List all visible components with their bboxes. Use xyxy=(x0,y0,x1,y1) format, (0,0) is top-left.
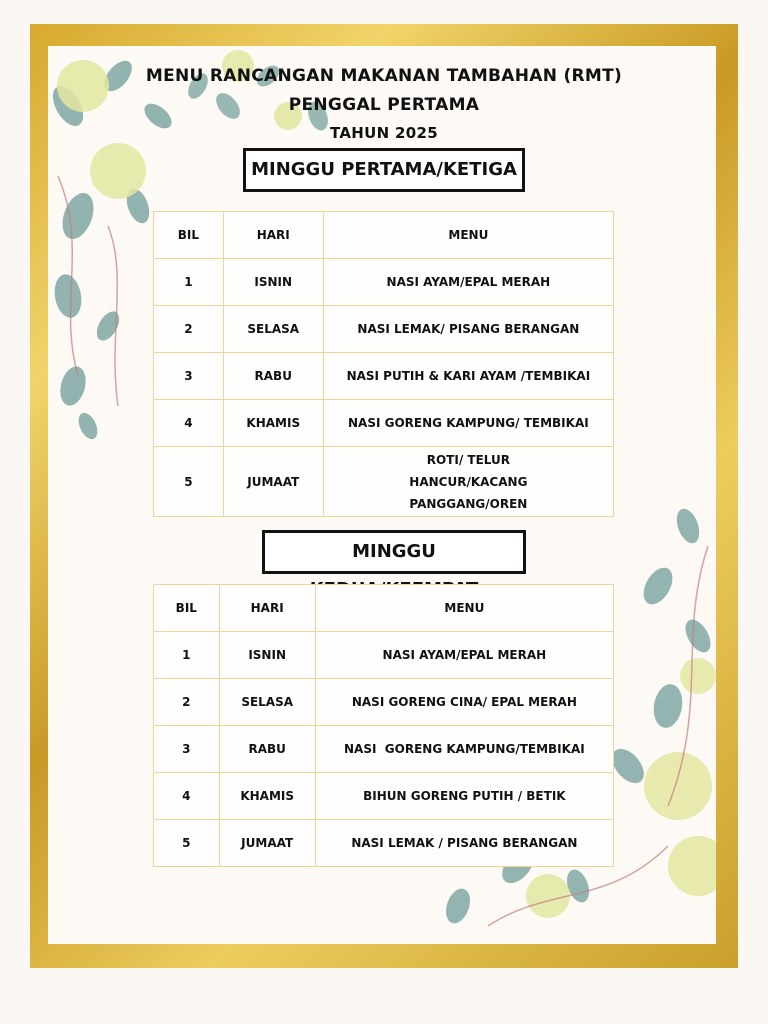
cell-menu: BIHUN GORENG PUTIH / BETIK xyxy=(315,773,613,820)
cell-menu: NASI AYAM/EPAL MERAH xyxy=(323,259,613,306)
cell-hari: RABU xyxy=(219,726,315,773)
cell-bil: 2 xyxy=(154,306,224,353)
table-header-row xyxy=(154,212,614,259)
table-row xyxy=(154,400,614,447)
cell-menu: NASI LEMAK / PISANG BERANGAN xyxy=(315,820,613,867)
table-row xyxy=(154,773,614,820)
cell-bil: 3 xyxy=(154,353,224,400)
cell-menu: NASI GORENG KAMPUNG/ TEMBIKAI xyxy=(323,400,613,447)
cell-bil: 1 xyxy=(154,632,220,679)
cell-bil: 1 xyxy=(154,259,224,306)
table-row xyxy=(154,679,614,726)
cell-hari: RABU xyxy=(223,353,323,400)
cell-bil: 4 xyxy=(154,773,220,820)
cell-menu: NASI LEMAK/ PISANG BERANGAN xyxy=(323,306,613,353)
week1-menu-table xyxy=(153,211,614,517)
week2-title xyxy=(262,530,526,574)
cell-hari: JUMAAT xyxy=(219,820,315,867)
cell-bil: 4 xyxy=(154,400,224,447)
header-title-line1: MENU RANCANGAN MAKANAN TAMBAHAN (RMT) xyxy=(145,66,623,86)
cell-hari: JUMAAT xyxy=(223,447,323,517)
week1-title-label: MINGGU PERTAMA/KETIGA xyxy=(251,159,517,180)
cell-menu: NASI GORENG CINA/ EPAL MERAH xyxy=(315,679,613,726)
cell-menu: NASI PUTIH & KARI AYAM /TEMBIKAI xyxy=(323,353,613,400)
week1-title xyxy=(243,148,525,192)
table-row xyxy=(154,259,614,306)
cell-hari: SELASA xyxy=(219,679,315,726)
cell-hari: KHAMIS xyxy=(219,773,315,820)
col-bil: BIL xyxy=(154,212,224,259)
cell-hari: ISNIN xyxy=(219,632,315,679)
cell-menu: ROTI/ TELUR HANCUR/KACANG PANGGANG/OREN xyxy=(323,447,613,517)
table-row xyxy=(154,353,614,400)
col-hari: HARI xyxy=(223,212,323,259)
cell-bil: 3 xyxy=(154,726,220,773)
col-hari: HARI xyxy=(219,585,315,632)
week2-menu-table xyxy=(153,584,614,867)
header-title-line2: PENGGAL PERTAMA xyxy=(288,95,480,115)
cell-menu: NASI AYAM/EPAL MERAH xyxy=(315,632,613,679)
table-row xyxy=(154,447,614,517)
table-header-row xyxy=(154,585,614,632)
table-row xyxy=(154,306,614,353)
cell-hari: KHAMIS xyxy=(223,400,323,447)
cell-bil: 5 xyxy=(154,447,224,517)
cell-bil: 5 xyxy=(154,820,220,867)
col-menu: MENU xyxy=(323,212,613,259)
header-title-line3: TAHUN 2025 xyxy=(330,124,438,142)
table-row xyxy=(154,820,614,867)
cell-hari: ISNIN xyxy=(223,259,323,306)
cell-menu: NASI GORENG KAMPUNG/TEMBIKAI xyxy=(315,726,613,773)
col-bil: BIL xyxy=(154,585,220,632)
table-row xyxy=(154,726,614,773)
col-menu: MENU xyxy=(315,585,613,632)
week2-title-label: MINGGU xyxy=(352,541,436,562)
table-row xyxy=(154,632,614,679)
cell-hari: SELASA xyxy=(223,306,323,353)
cell-bil: 2 xyxy=(154,679,220,726)
